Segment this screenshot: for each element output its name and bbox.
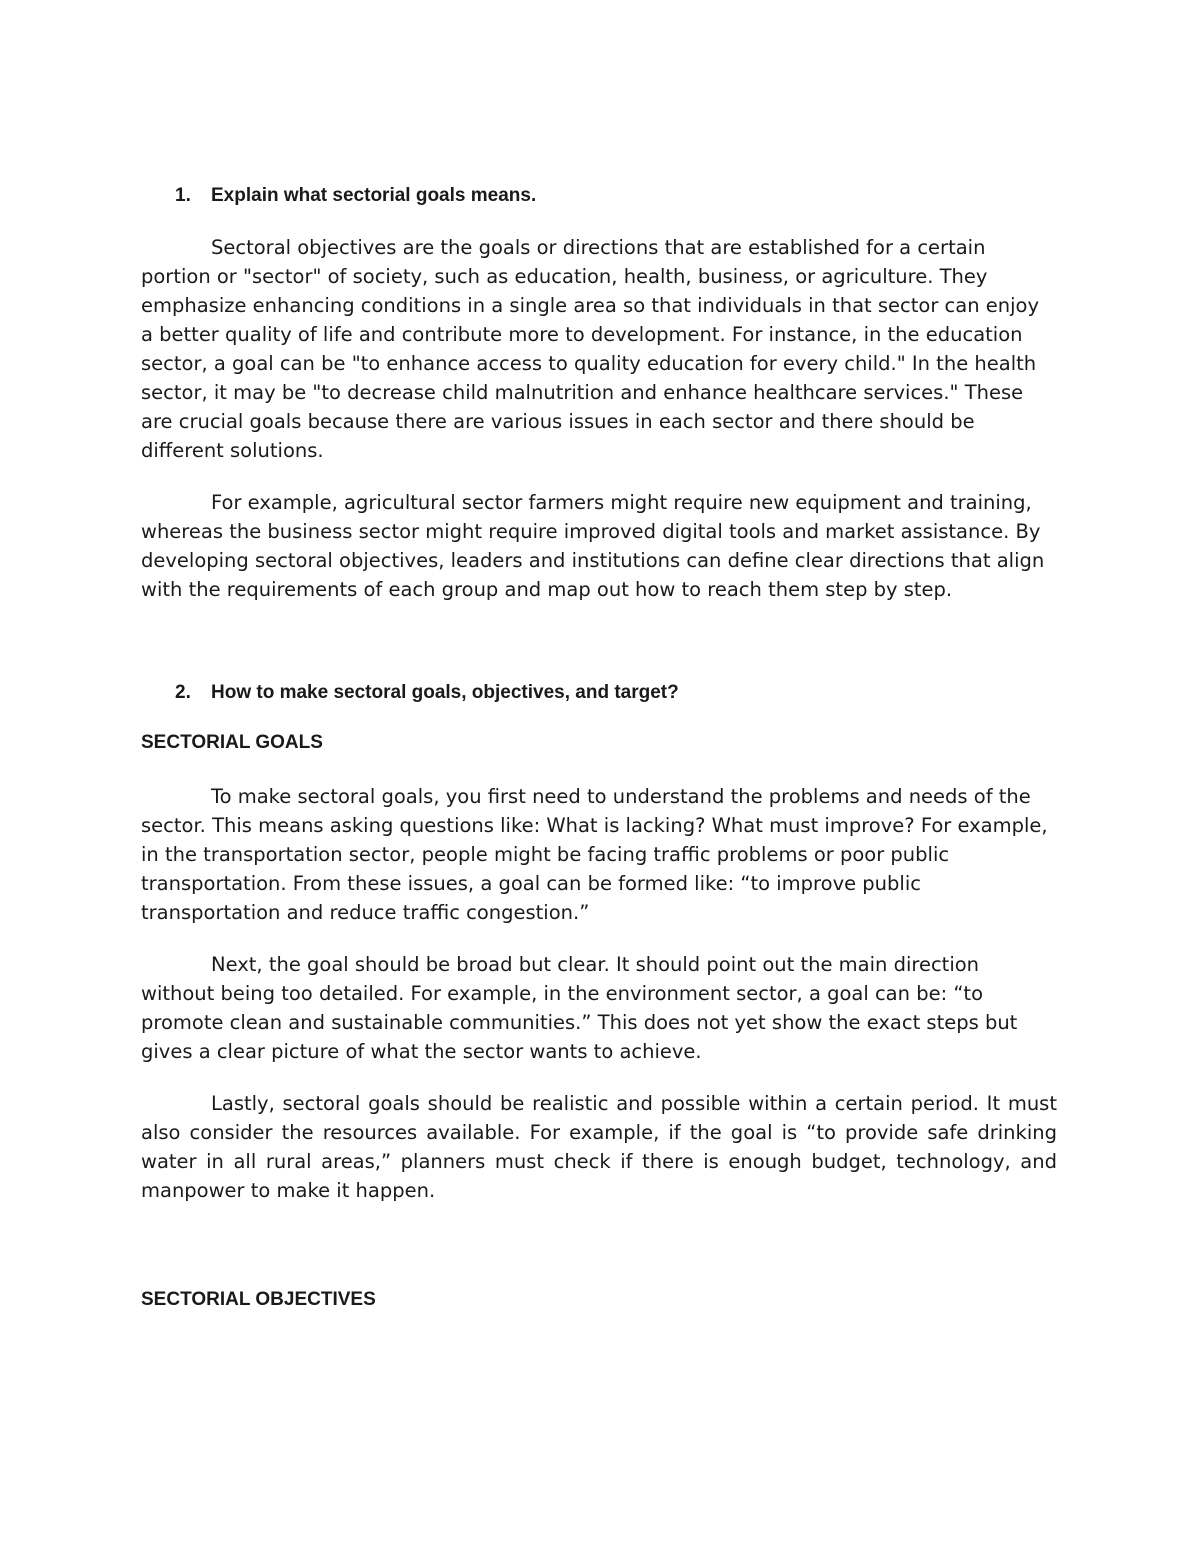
question-1-heading [141, 183, 1057, 209]
sectorial-goals-title: SECTORIAL GOALS [141, 732, 323, 753]
sectorial-objectives-title: SECTORIAL OBJECTIVES [141, 1289, 376, 1310]
goals-paragraph-3: Lastly, sectoral goals should be realistic and possible within a certain period. It must also consider the resources available. For example, if the goal is “to provide safe drinking water in all rural areas,” planners must check if there is enough budget, technology, and manpower to make it happen. [141, 1092, 1057, 1202]
document-content [141, 183, 1057, 1313]
question-1-text: Explain what sectorial goals means. [211, 185, 537, 206]
question-2-text: How to make sectoral goals, objectives, and target? [211, 682, 679, 703]
q1-paragraph-2: For example, agricultural sector farmers might require new equipment and training, whereas the business sector might require improved digital tools and market assistance. By developing sectoral objectives, leaders and institutions can define clear directions that align with the requirements of each group and map out how to reach them step by step. [141, 491, 1045, 601]
goals-paragraph-2: Next, the goal should be broad but clear. It should point out the main direction without being too detailed. For example, in the environment sector, a goal can be: “to promote clean and sustainable communities.” This does not yet show the exact steps but gives a clear picture of what the sector wants to achieve. [141, 953, 1018, 1063]
question-2-heading [141, 680, 1057, 706]
q1-paragraph-1: Sectoral objectives are the goals or directions that are established for a certain portion or "sector" of society, such as education, health, business, or agriculture. They emphasize enhancing conditions in a single area so that individuals in that sector can enjoy a better quality of life and contribute more to development. For instance, in the education sector, a goal can be "to enhance access to quality education for every child." In the health sector, it may be "to decrease child malnutrition and enhance healthcare services." These are crucial goals because there are various issues in each sector and there should be different solutions. [141, 236, 1040, 462]
question-1-number: 1. [175, 185, 191, 206]
question-2-number: 2. [175, 682, 191, 703]
goals-paragraph-1: To make sectoral goals, you first need to understand the problems and needs of the sector. This means asking questions like: What is lacking? What must improve? For example, in the transportation sector, people might be facing traffic problems or poor public transportation. From these issues, a goal can be formed like: “to improve public transportation and reduce traffic congestion.” [141, 785, 1048, 924]
